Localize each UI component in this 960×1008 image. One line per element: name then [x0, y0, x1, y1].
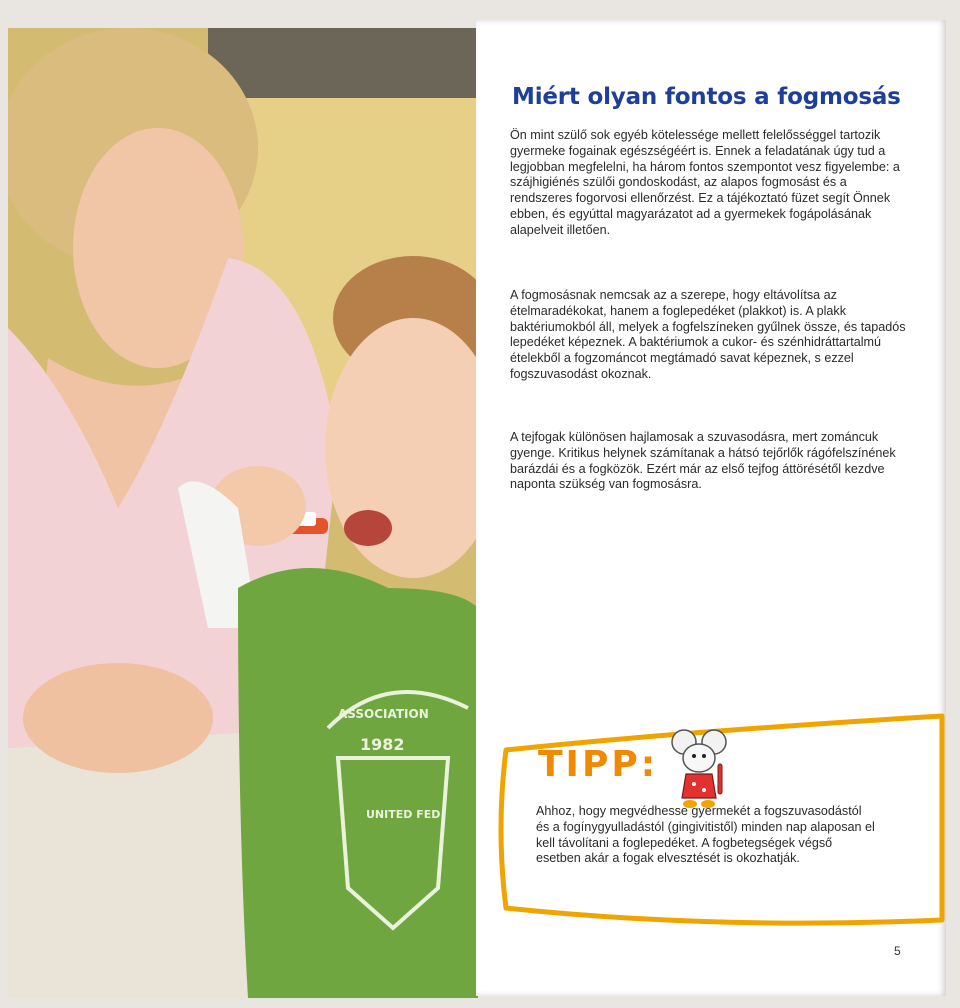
photo-illustration: [8, 28, 478, 998]
shirt-text-arc: ASSOCIATION: [338, 707, 429, 721]
paragraph-1: Ön mint szülő sok egyéb kötelessége mellett felelősséggel tartozik gyermeke fogainak egészségéért is. Ennek a feladatának úgy tud a legjobban megfelelni, ha három fontos szempontot vesz figyelembe: a szájhigiénés szülői gondoskodást, az alapos fogmosást és a rendszeres fogorvosi ellenőrzést. Ez a tájékoztató füzet segít Önnek ebben, és egyúttal magyarázatot ad a gyermekek fogápolásának alapelveit illetően.: [510, 128, 900, 237]
shirt-year: 1982: [360, 735, 405, 754]
page-title: Miért olyan fontos a fogmosás: [512, 84, 901, 110]
mouse-mascot-icon: [664, 728, 734, 812]
paragraph-3: A tejfogak különösen hajlamosak a szuvasodásra, mert zománcuk gyenge. Kritikus helynek számítanak a hátsó tejőrlők rágófelszínének barázdái és a fogközök. Ezért már az első tejfog áttörésétől kezdve naponta szükség van fogmosásra.: [510, 430, 896, 492]
photo-mother-child-brushing: [8, 28, 478, 998]
text-page: [476, 20, 946, 996]
shirt-banner: UNITED FED: [366, 808, 441, 821]
tip-title: TIPP:: [538, 744, 659, 785]
photo-wall-top: [208, 28, 478, 98]
tip-text: Ahhoz, hogy megvédhesse gyermekét a fogszuvasodástól és a fogínygyulladástól (gingivitistől) minden nap alaposan el kell távolítani a foglepedéket. A fogbetegségek végső esetben akár a fogak elvesztését is okozhatják.: [536, 804, 875, 866]
paragraph-2: A fogmosásnak nemcsak az a szerepe, hogy eltávolítsa az ételmaradékokat, hanem a foglepedéket (plakkot) is. A plakk baktériumokból áll, melyek a fogfelszíneken gyűlnek össze, és tapadós lepedéket képeznek. A baktériumok a cukor- és szénhidráttartalmú ételekből a fogzománcot megtámadó savat képeznek, s ezzel fogszuvasodást okoznak.: [510, 288, 906, 381]
child-shirt: [238, 568, 478, 998]
child-mouth: [344, 510, 392, 546]
mother-hand: [23, 663, 213, 773]
page-number: 5: [894, 944, 901, 958]
